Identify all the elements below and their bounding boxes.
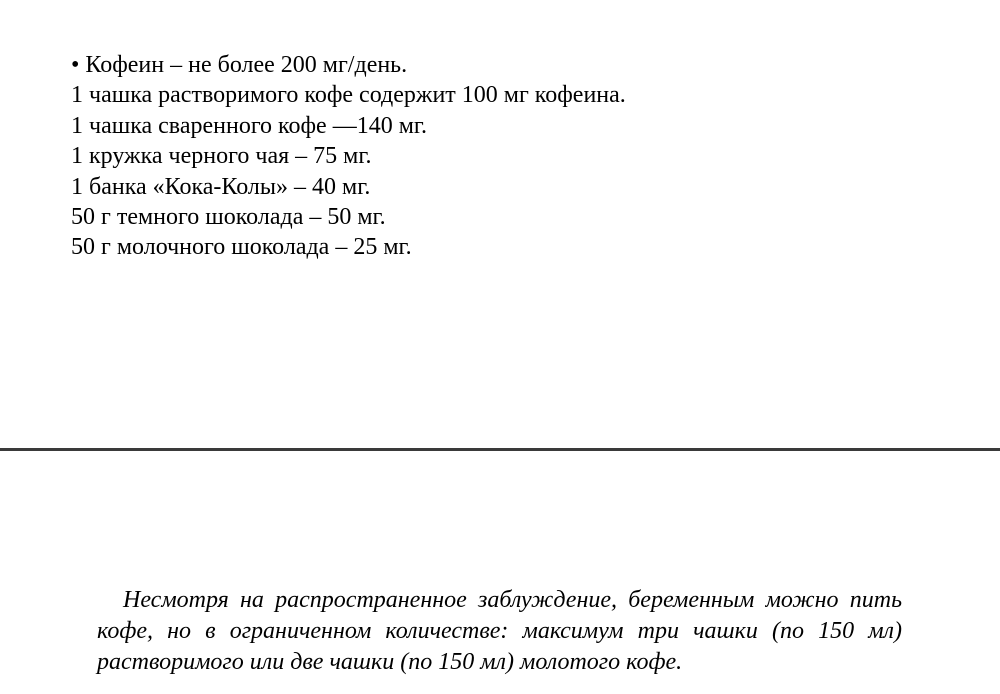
list-item: 1 кружка черного чая – 75 мг. bbox=[71, 143, 372, 170]
list-item: 50 г молочного шоколада – 25 мг. bbox=[71, 234, 412, 261]
list-item: 50 г темного шоколада – 50 мг. bbox=[71, 204, 386, 231]
caffeine-limit-line: • Кофеин – не более 200 мг/день. bbox=[71, 52, 408, 78]
pregnancy-coffee-note: Несмотря на распространенное заблуждение, беременным можно пить кофе, но в ограниченном количестве: максимум три чашки (по 150 мл) растворимого или две чашки (по 150 мл) молотого кофе. bbox=[97, 587, 902, 675]
list-item: 1 чашка растворимого кофе содержит 100 мг кофеина. bbox=[71, 82, 626, 109]
list-item: 1 банка «Кока-Колы» – 40 мг. bbox=[71, 173, 371, 200]
page-divider bbox=[0, 448, 1000, 451]
caffeine-list bbox=[71, 50, 951, 263]
list-item: 1 чашка сваренного кофе —140 мг. bbox=[71, 112, 428, 139]
